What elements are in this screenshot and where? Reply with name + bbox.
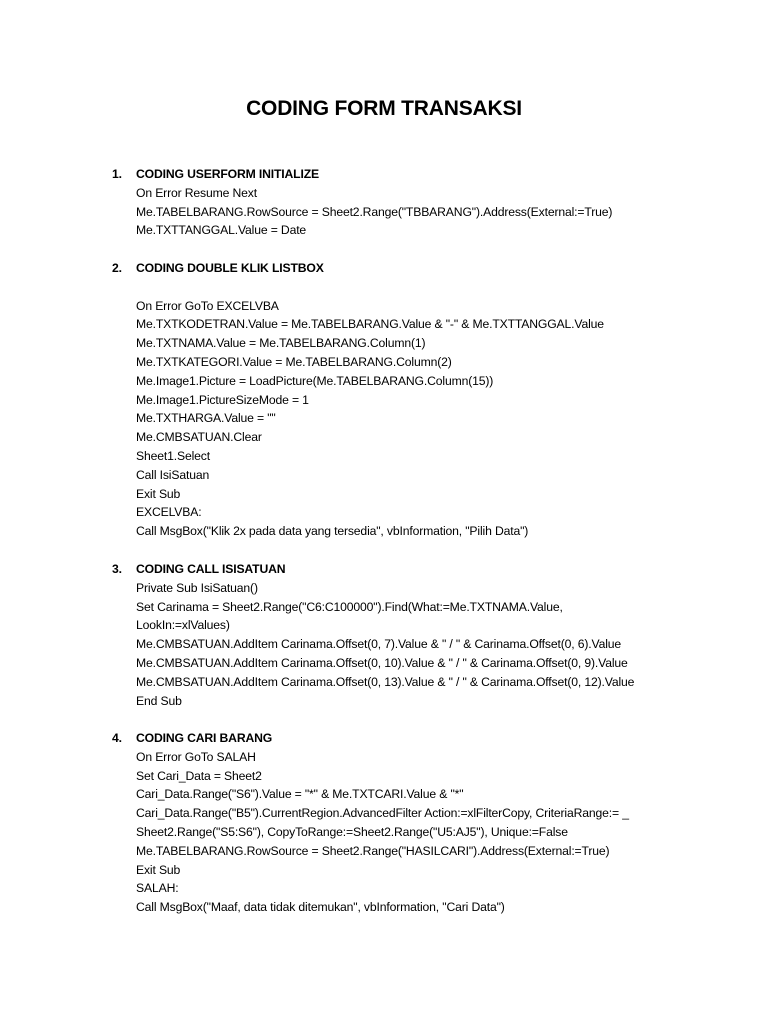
code-line: Private Sub IsiSatuan()	[136, 580, 258, 595]
code-line: Exit Sub	[136, 862, 181, 877]
code-line: Me.TXTKATEGORI.Value = Me.TABELBARANG.Column(2)	[136, 354, 452, 369]
section-number: 3.	[112, 562, 122, 576]
code-line: Call MsgBox("Klik 2x pada data yang tersedia", vbInformation, "Pilih Data")	[136, 524, 529, 539]
code-line: Call IsiSatuan	[136, 467, 210, 482]
code-line: Me.TABELBARANG.RowSource = Sheet2.Range("TBBARANG").Address(External:=True)	[136, 204, 613, 219]
section-heading	[112, 560, 732, 579]
code-line: Me.Image1.PictureSizeMode = 1	[136, 392, 309, 407]
section-heading	[112, 259, 732, 278]
section-call-isisatuan	[112, 560, 732, 710]
section-heading-text: CODING CARI BARANG	[136, 731, 273, 745]
code-line: Set Cari_Data = Sheet2	[136, 768, 262, 783]
code-line: On Error GoTo EXCELVBA	[136, 298, 279, 313]
code-line: SALAH:	[136, 881, 179, 896]
code-line: Me.CMBSATUAN.Clear	[136, 430, 262, 445]
code-line: Sheet1.Select	[136, 448, 210, 463]
code-line: Sheet2.Range("S5:S6"), CopyToRange:=Sheet2.Range("U5:AJ5"), Unique:=False	[136, 824, 568, 839]
section-heading	[112, 729, 732, 748]
code-line: EXCELVBA:	[136, 505, 202, 520]
code-line: Call MsgBox("Maaf, data tidak ditemukan", vbInformation, "Cari Data")	[136, 900, 505, 915]
code-line: Me.TXTNAMA.Value = Me.TABELBARANG.Column(1)	[136, 336, 426, 351]
section-heading-text: CODING CALL ISISATUAN	[136, 562, 286, 576]
section-double-klik-listbox	[112, 259, 732, 541]
section-heading	[112, 165, 732, 184]
code-line: Cari_Data.Range("B5").CurrentRegion.AdvancedFilter Action:=xlFilterCopy, CriteriaRange:= _	[136, 806, 629, 821]
section-heading-text: CODING USERFORM INITIALIZE	[136, 167, 319, 181]
code-line: End Sub	[136, 693, 182, 708]
code-line: On Error Resume Next	[136, 185, 257, 200]
blank-line	[112, 278, 732, 297]
code-line: Me.TXTHARGA.Value = ""	[136, 411, 276, 426]
section-userform-initialize	[112, 165, 732, 240]
code-line: Me.CMBSATUAN.AddItem Carinama.Offset(0, 7).Value & " / " & Carinama.Offset(0, 6).Value	[136, 637, 622, 652]
document-title: CODING FORM TRANSAKSI	[246, 97, 522, 120]
code-line: On Error GoTo SALAH	[136, 749, 256, 764]
code-line: Me.Image1.Picture = LoadPicture(Me.TABELBARANG.Column(15))	[136, 373, 494, 388]
section-number: 1.	[112, 167, 122, 181]
code-line: LookIn:=xlValues)	[136, 618, 230, 633]
section-number: 2.	[112, 261, 122, 275]
code-line: Me.TXTTANGGAL.Value = Date	[136, 223, 307, 238]
code-line: Cari_Data.Range("S6").Value = "*" & Me.TXTCARI.Value & "*"	[136, 787, 464, 802]
code-line: Me.CMBSATUAN.AddItem Carinama.Offset(0, 13).Value & " / " & Carinama.Offset(0, 12).Value	[136, 674, 635, 689]
section-number: 4.	[112, 731, 122, 745]
section-heading-text: CODING DOUBLE KLIK LISTBOX	[136, 261, 324, 275]
code-line: Me.TXTKODETRAN.Value = Me.TABELBARANG.Value & "-" & Me.TXTTANGGAL.Value	[136, 317, 604, 332]
code-line: Exit Sub	[136, 486, 181, 501]
code-line: Me.TABELBARANG.RowSource = Sheet2.Range("HASILCARI").Address(External:=True)	[136, 843, 610, 858]
code-line: Me.CMBSATUAN.AddItem Carinama.Offset(0, 10).Value & " / " & Carinama.Offset(0, 9).Value	[136, 655, 628, 670]
section-cari-barang	[112, 729, 732, 917]
code-line: Set Carinama = Sheet2.Range("C6:C100000").Find(What:=Me.TXTNAMA.Value,	[136, 599, 563, 614]
